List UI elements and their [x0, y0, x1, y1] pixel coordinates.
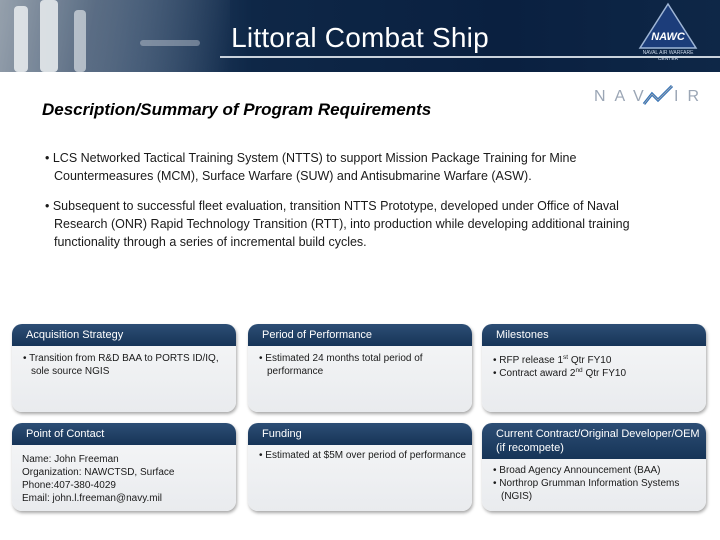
- navair-left-text: NAV: [594, 88, 653, 105]
- contract-item-baa: • Broad Agency Announcement (BAA): [493, 465, 661, 476]
- navair-swoosh-icon: [642, 82, 676, 108]
- contact-organization: Organization: NAWCTSD, Surface: [22, 467, 175, 478]
- milestones-title: Milestones: [482, 324, 706, 346]
- period-of-performance-title: Period of Performance: [248, 324, 472, 346]
- nawc-logo-text: NAWC: [651, 31, 685, 43]
- point-of-contact-panel: [12, 423, 236, 511]
- period-of-performance-panel: [248, 324, 472, 412]
- acquisition-strategy-title: Acquisition Strategy: [12, 324, 236, 346]
- milestone-item-rfp: • RFP release 1st Qtr FY10: [493, 354, 612, 366]
- acquisition-item: • Transition from R&D BAA to PORTS ID/IQ, sole source NGIS: [23, 353, 219, 377]
- current-contract-panel: [482, 423, 706, 511]
- navair-logo: [594, 82, 720, 110]
- section-heading: Description/Summary of Program Requirements: [42, 100, 432, 119]
- acquisition-strategy-panel: [12, 324, 236, 412]
- contact-email: Email: john.l.freeman@navy.mil: [22, 493, 163, 504]
- current-contract-title: Current Contract/Original Developer/OEM (if recompete): [482, 423, 706, 459]
- milestones-panel: [482, 324, 706, 412]
- nawc-triangle-icon: [638, 2, 698, 52]
- funding-title: Funding: [248, 423, 472, 445]
- period-item: • Estimated 24 months total period of performance: [259, 353, 423, 377]
- nawc-logo: [638, 2, 698, 62]
- contact-phone: Phone:407-380-4029: [22, 480, 116, 491]
- milestone-item-award: • Contract award 2nd Qtr FY10: [493, 367, 627, 379]
- navair-right-text: IR: [674, 88, 708, 105]
- contact-name: Name: John Freeman: [22, 454, 119, 465]
- nawc-logo-subtitle: NAVAL AIR WARFARE CENTER: [642, 50, 694, 62]
- contract-item-ngis: • Northrop Grumman Information Systems (NGIS): [493, 478, 680, 502]
- requirement-bullet-2: • Subsequent to successful fleet evaluation, transition NTTS Prototype, developed under Office of Naval Research (ONR) Rapid Technology Transition (RTT), into production while developing additional training functionality through a series of incremental build cycles.: [45, 199, 630, 249]
- title-banner: [0, 0, 720, 72]
- requirement-bullet-1: • LCS Networked Tactical Training System (NTTS) to support Mission Package Training for Mine Countermeasures (MCM), Surface Warfare (SUW) and Antisubmarine Warfare (ASW).: [45, 151, 577, 183]
- funding-panel: [248, 423, 472, 511]
- funding-item: • Estimated at $5M over period of performance: [259, 450, 466, 461]
- point-of-contact-title: Point of Contact: [12, 423, 236, 445]
- slide-title: Littoral Combat Ship: [231, 22, 489, 53]
